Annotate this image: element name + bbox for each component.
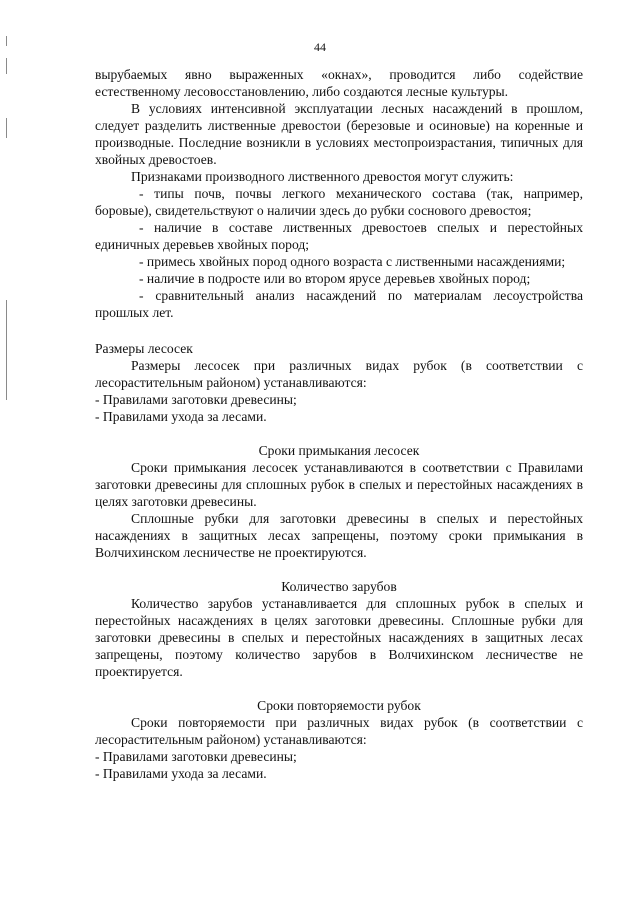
scan-mark <box>6 58 7 74</box>
paragraph: Количество зарубов устанавливается для сплошных рубок в спелых и перестойных насаждениях в целях заготовки древесины. Сплошные рубки для заготовки древесины в спелых и перестойных насаждениях в защитных лесах запрещены, поэтому количество зарубов в Волчихинском лесничестве не проектируется. <box>95 596 583 679</box>
page-body <box>95 66 583 782</box>
list-item: - Правилами заготовки древесины; <box>95 392 297 407</box>
section-heading-adjacency: Сроки примыкания лесосек <box>258 443 420 458</box>
list-item: - примесь хвойных пород одного возраста с лиственными насаждениями; <box>139 254 566 269</box>
list-item: - Правилами ухода за лесами. <box>95 766 267 781</box>
list-item: - Правилами заготовки древесины; <box>95 749 297 764</box>
scan-mark <box>6 300 7 400</box>
paragraph: В условиях интенсивной эксплуатации лесных насаждений в прошлом, следует разделить лиственные древостои (березовые и осиновые) на коренные и производные. Последние возникли в условиях местопроизрастания, типичных для хвойных древостоев. <box>95 101 583 167</box>
section-heading-sizes: Размеры лесосек <box>95 341 193 356</box>
list-item: - Правилами ухода за лесами. <box>95 409 267 424</box>
list-item: - типы почв, почвы легкого механического состава (так, например, боровые), свидетельствуют о наличии здесь до рубки соснового древостоя; <box>95 186 583 218</box>
page-number: 44 <box>314 40 326 54</box>
paragraph: Размеры лесосек при различных видах рубок (в соответствии с лесорастительным районом) устанавливаются: <box>95 358 583 390</box>
paragraph: Сроки повторяемости при различных видах рубок (в соответствии с лесорастительным районом) устанавливаются: <box>95 715 583 747</box>
section-heading-count: Количество зарубов <box>281 579 397 594</box>
paragraph: Сроки примыкания лесосек устанавливаются в соответствии с Правилами заготовки древесины для сплошных рубок в спелых и перестойных насаждениях в целях заготовки древесины. <box>95 460 583 509</box>
paragraph: Признаками производного лиственного древостоя могут служить: <box>131 169 514 184</box>
list-item: - наличие в составе лиственных древостоев спелых и перестойных единичных деревьев хвойных пород; <box>95 220 583 252</box>
section-heading-repeat: Сроки повторяемости рубок <box>257 698 421 713</box>
list-item: - наличие в подросте или во втором ярусе деревьев хвойных пород; <box>139 271 531 286</box>
paragraph: Сплошные рубки для заготовки древесины в спелых и перестойных насаждениях в защитных лесах запрещены, поэтому сроки примыкания в Волчихинском лесничестве не проектируются. <box>95 511 583 560</box>
scan-mark <box>6 118 7 138</box>
paragraph: вырубаемых явно выраженных «окнах», проводится либо содействие естественному лесовосстановлению, либо создаются лесные культуры. <box>95 67 583 99</box>
list-item: - сравнительный анализ насаждений по материалам лесоустройства прошлых лет. <box>95 288 583 320</box>
